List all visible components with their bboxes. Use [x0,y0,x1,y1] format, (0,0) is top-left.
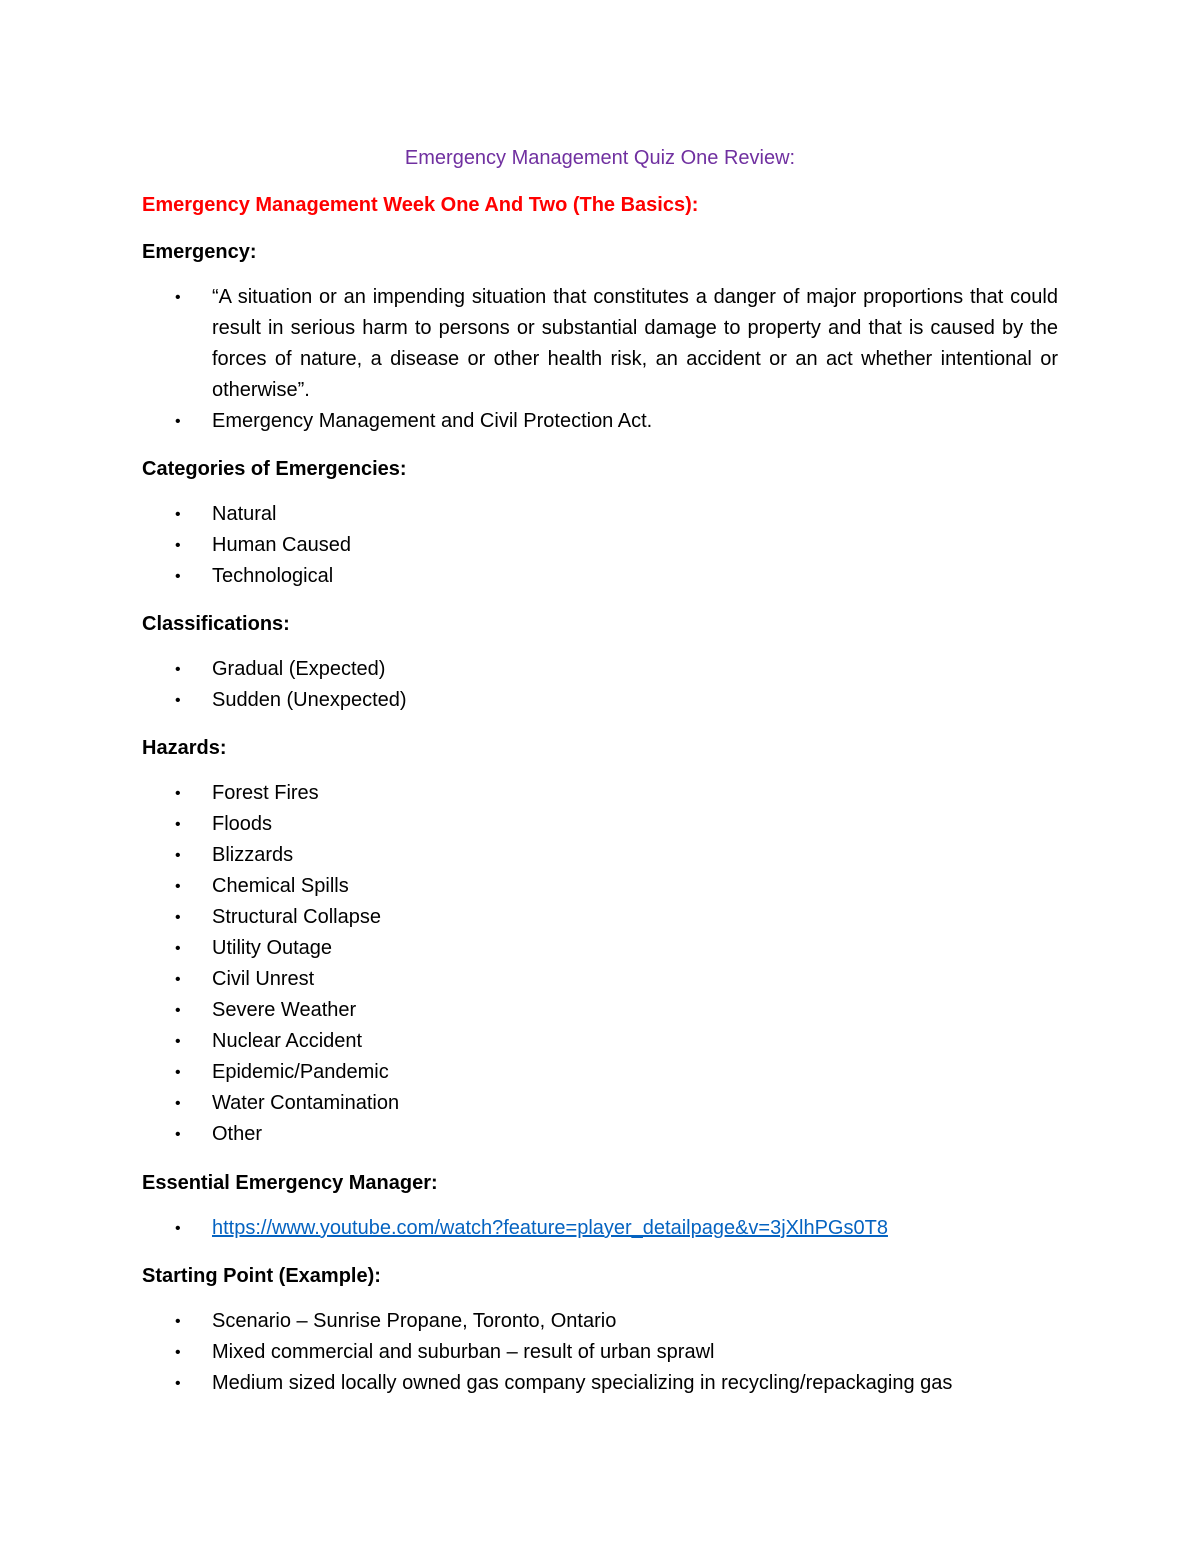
list-item [0,561,1200,592]
youtube-link[interactable]: https://www.youtube.com/watch?feature=player_detailpage&v=3jXlhPGs0T8 [212,1217,888,1239]
list-item [0,1026,1200,1057]
list-item [0,809,1200,840]
bullet-icon: • [175,1375,181,1392]
bullet-icon: • [175,940,181,957]
list-item [0,840,1200,871]
classifications-list [0,654,1200,716]
bullet-icon: • [175,661,181,678]
list-item-text: Sudden (Unexpected) [212,689,407,711]
bullet-icon: • [175,1220,181,1237]
list-item [0,1057,1200,1088]
list-item [0,1368,1200,1399]
manager-list [0,1213,1200,1244]
list-item-text: Water Contamination [212,1092,400,1114]
list-item [0,1119,1200,1150]
list-item-text: Structural Collapse [212,906,381,928]
list-item-text: Floods [212,813,273,835]
list-item [0,1213,1200,1244]
list-item-text: Utility Outage [212,937,333,959]
bullet-icon: • [175,692,181,709]
bullet-icon: • [175,909,181,926]
list-item-text: Human Caused [212,534,351,556]
page-title: Emergency Management Quiz One Review: [404,147,796,169]
list-item-text: Natural [212,503,277,525]
list-item [0,871,1200,902]
emergency-definition: “A situation or an impending situation that constitutes a danger of major proportions that could result in serious harm to persons or substantial damage to property and that is caused by the forces of nature, a disease or other health risk, an accident or an act whether intentional or otherwise”. [212,286,1058,401]
list-item [0,1088,1200,1119]
bullet-icon: • [175,816,181,833]
hazards-list [0,778,1200,1150]
emergency-heading: Emergency: [142,241,257,263]
bullet-icon: • [175,1064,181,1081]
starting-list [0,1306,1200,1399]
bullet-icon: • [175,568,181,585]
list-item [0,778,1200,809]
bullet-icon: • [175,785,181,802]
list-item [0,282,1200,406]
hazards-heading: Hazards: [142,737,227,759]
bullet-icon: • [175,413,181,430]
bullet-icon: • [175,1313,181,1330]
list-item [0,902,1200,933]
categories-list [0,499,1200,592]
list-item-text: Nuclear Accident [212,1030,363,1052]
classifications-heading: Classifications: [142,613,290,635]
list-item-text: Epidemic/Pandemic [212,1061,389,1083]
list-item-text: Chemical Spills [212,875,349,897]
emergency-source: Emergency Management and Civil Protection Act. [212,410,653,432]
list-item [0,1306,1200,1337]
list-item [0,499,1200,530]
section-title: Emergency Management Week One And Two (The Basics): [142,194,699,216]
list-item [0,1337,1200,1368]
bullet-icon: • [175,1033,181,1050]
bullet-icon: • [175,537,181,554]
list-item-text: Forest Fires [212,782,319,804]
list-item [0,406,1200,437]
list-item [0,964,1200,995]
list-item-text: Technological [212,565,334,587]
list-item [0,654,1200,685]
list-item-text: Civil Unrest [212,968,315,990]
list-item-text: Mixed commercial and suburban – result of urban sprawl [212,1341,715,1363]
bullet-icon: • [175,847,181,864]
categories-heading: Categories of Emergencies: [142,458,407,480]
list-item-text: Severe Weather [212,999,357,1021]
list-item [0,685,1200,716]
list-item-text: Scenario – Sunrise Propane, Toronto, Ontario [212,1310,617,1332]
starting-heading: Starting Point (Example): [142,1265,381,1287]
bullet-icon: • [175,1126,181,1143]
list-item [0,530,1200,561]
bullet-icon: • [175,506,181,523]
list-item-text: Medium sized locally owned gas company specializing in recycling/repackaging gas [212,1372,953,1394]
list-item-text: Blizzards [212,844,294,866]
list-item-text: Other [212,1123,263,1145]
list-item [0,995,1200,1026]
bullet-icon: • [175,1095,181,1112]
bullet-icon: • [175,971,181,988]
bullet-icon: • [175,289,181,306]
bullet-icon: • [175,1002,181,1019]
bullet-icon: • [175,1344,181,1361]
emergency-list [0,282,1200,437]
list-item [0,933,1200,964]
list-item-text: Gradual (Expected) [212,658,386,680]
manager-heading: Essential Emergency Manager: [142,1172,438,1194]
bullet-icon: • [175,878,181,895]
